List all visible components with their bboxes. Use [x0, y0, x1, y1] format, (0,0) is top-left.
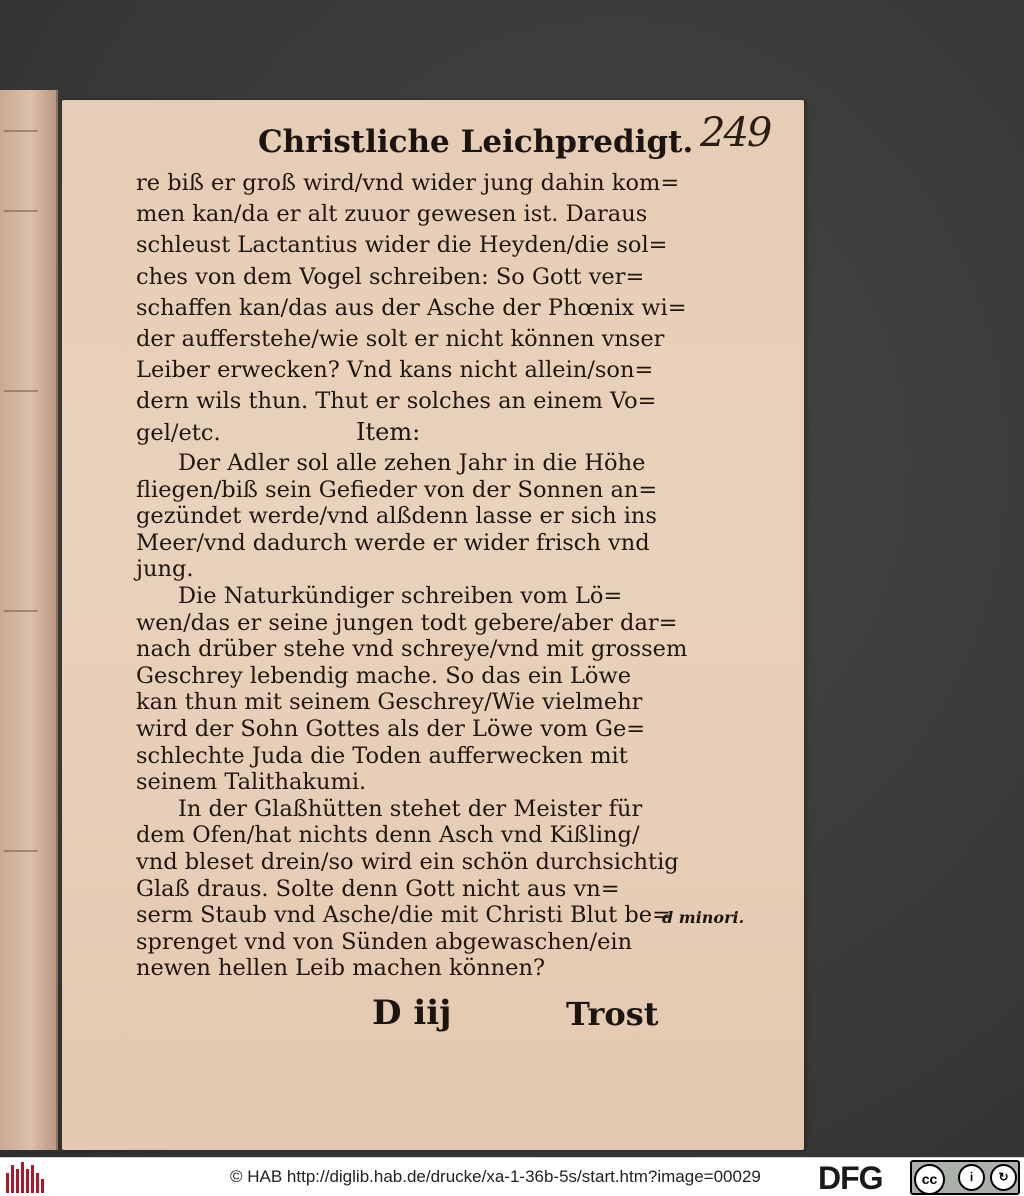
facing-page-mark [4, 210, 38, 212]
text-line: sprenget vnd von Sünden abgewaschen/ein [136, 928, 633, 955]
text-line: Glaß draus. Solte denn Gott nicht aus vn= [136, 875, 620, 902]
text-line: schaffen kan/das aus der Asche der Phœnix wi= [136, 294, 687, 321]
text-line: schleust Lactantius wider die Heyden/die sol= [136, 232, 668, 259]
text-line: der aufferstehe/wie solt er nicht können vnser [136, 326, 665, 352]
facing-page-mark [4, 610, 38, 612]
text-line: serm Staub vnd Asche/die mit Christi Blut be= [136, 902, 671, 929]
text-line: gel/etc. [136, 419, 221, 446]
by-attribution-icon: i [958, 1164, 985, 1191]
footer-bar [0, 1157, 1024, 1196]
text-line: men kan/da er alt zuuor gewesen ist. Daraus [136, 201, 648, 228]
text-line: Die Naturkündiger schreiben vom Lö= [178, 583, 623, 609]
facing-page-mark [4, 130, 38, 132]
facing-page-mark [4, 850, 38, 852]
text-line: ches von dem Vogel schreiben: So Gott ver= [136, 263, 645, 290]
dfg-logo[interactable]: DFG [818, 1160, 883, 1196]
cc-icon: cc [914, 1164, 945, 1195]
text-line: newen hellen Leib machen können? [136, 955, 546, 982]
facing-page-mark [4, 390, 38, 392]
text-line: Der Adler sol alle zehen Jahr in die Höhe [178, 450, 646, 476]
text-line: wird der Sohn Gottes als der Löwe vom Ge= [136, 716, 646, 742]
running-head: Christliche Leichpredigt. [258, 124, 694, 160]
footer-credit-link[interactable]: © HAB http://diglib.hab.de/drucke/xa-1-36b-5s/start.htm?image=00029 [230, 1167, 761, 1186]
text-line: fliegen/biß sein Gefieder von der Sonnen an= [136, 476, 658, 503]
share-alike-icon: ↻ [990, 1164, 1017, 1191]
cc-license-badge[interactable] [910, 1160, 1020, 1195]
text-line: jung. [136, 556, 194, 583]
text-line: gezündet werde/vnd alßdenn lasse er sich ins [136, 503, 657, 530]
text-line: seinem Talithakumi. [136, 769, 367, 796]
section-heading: Item: [356, 418, 421, 446]
signature-mark: D iij [372, 993, 452, 1034]
text-line: wen/das er seine jungen todt gebere/aber dar= [136, 609, 678, 636]
hab-logo-icon[interactable] [6, 1162, 46, 1193]
text-line: In der Glaßhütten stehet der Meister für [178, 795, 643, 822]
text-line: re biß er groß wird/vnd wider jung dahin kom= [136, 170, 680, 196]
text-line: dem Ofen/hat nichts denn Asch vnd Kißling/ [136, 822, 640, 849]
text-line: nach drüber stehe vnd schreye/vnd mit grossem [136, 636, 688, 663]
text-line: Meer/vnd dadurch werde er wider frisch vnd [136, 529, 650, 556]
catchword: Trost [566, 995, 659, 1034]
marginal-note: d minori. [662, 908, 745, 928]
text-line: dern wils thun. Thut er solches an einem Vo= [136, 388, 657, 415]
facing-page-edge [0, 90, 58, 1150]
page-number: 249 [700, 110, 771, 156]
text-line: Leiber erwecken? Vnd kans nicht allein/son= [136, 357, 654, 384]
text-line: vnd bleset drein/so wird ein schön durchsichtig [136, 849, 679, 875]
text-line: schlechte Juda die Toden aufferwecken mit [136, 742, 628, 769]
text-line: Geschrey lebendig mache. So das ein Löwe [136, 662, 632, 689]
text-line: kan thun mit seinem Geschrey/Wie vielmehr [136, 689, 643, 716]
